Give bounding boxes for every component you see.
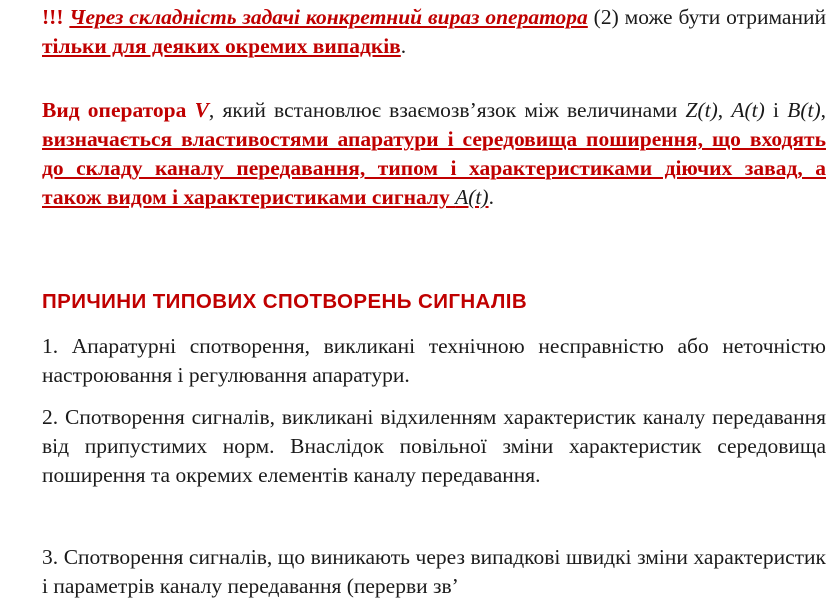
intro-end: . [400, 34, 407, 58]
var-b: B(t) [787, 98, 821, 122]
separator: , [820, 98, 826, 122]
operator-end: . [488, 185, 494, 209]
section-heading: ПРИЧИНИ ТИПОВИХ СПОТВОРЕНЬ СИГНАЛІВ [42, 290, 528, 313]
var-a: A(t) [731, 98, 765, 122]
exclamation-mark: !!! [42, 5, 64, 29]
operator-symbol: V [194, 98, 209, 122]
intro-equation-ref: (2) може бути отриманий [587, 5, 826, 29]
cause-item-1: 1. Апаратурні спотворення, викликані технічною несправністю або неточністю настроювання і регулювання апаратури. [42, 334, 826, 387]
operator-determined-by: визначається властивостями апаратури і середовища поширення, що входять до складу каналу передавання, типом і характеристиками діючих завад, а також видом і характеристиками сигналу [42, 127, 826, 209]
operator-lead: Вид оператора [42, 98, 195, 122]
cause-item-3: 3. Спотворення сигналів, що виникають через випадкові швидкі зміни характеристик і параметрів каналу передавання (перерви зв’ [42, 545, 826, 598]
intro-special-cases: тільки для деяких окремих випадків [42, 34, 401, 58]
conjunction: і [764, 98, 788, 122]
separator: , [717, 98, 732, 122]
intro-emphasis: Через складність задачі конкретний вираз оператора [69, 5, 588, 29]
cause-item-2: 2. Спотворення сигналів, викликані відхиленням характеристик каналу передавання від припустимих норм. Внаслідок повільної зміни характеристик середовища поширення та окремих елементів каналу передавання. [42, 405, 826, 487]
intro-paragraph [8, 3, 826, 61]
var-z: Z(t) [685, 98, 718, 122]
operator-paragraph [8, 96, 826, 212]
var-signal: A(t) [455, 185, 489, 209]
operator-text: , який встановлює взаємозв’язок між величинами [208, 98, 686, 122]
